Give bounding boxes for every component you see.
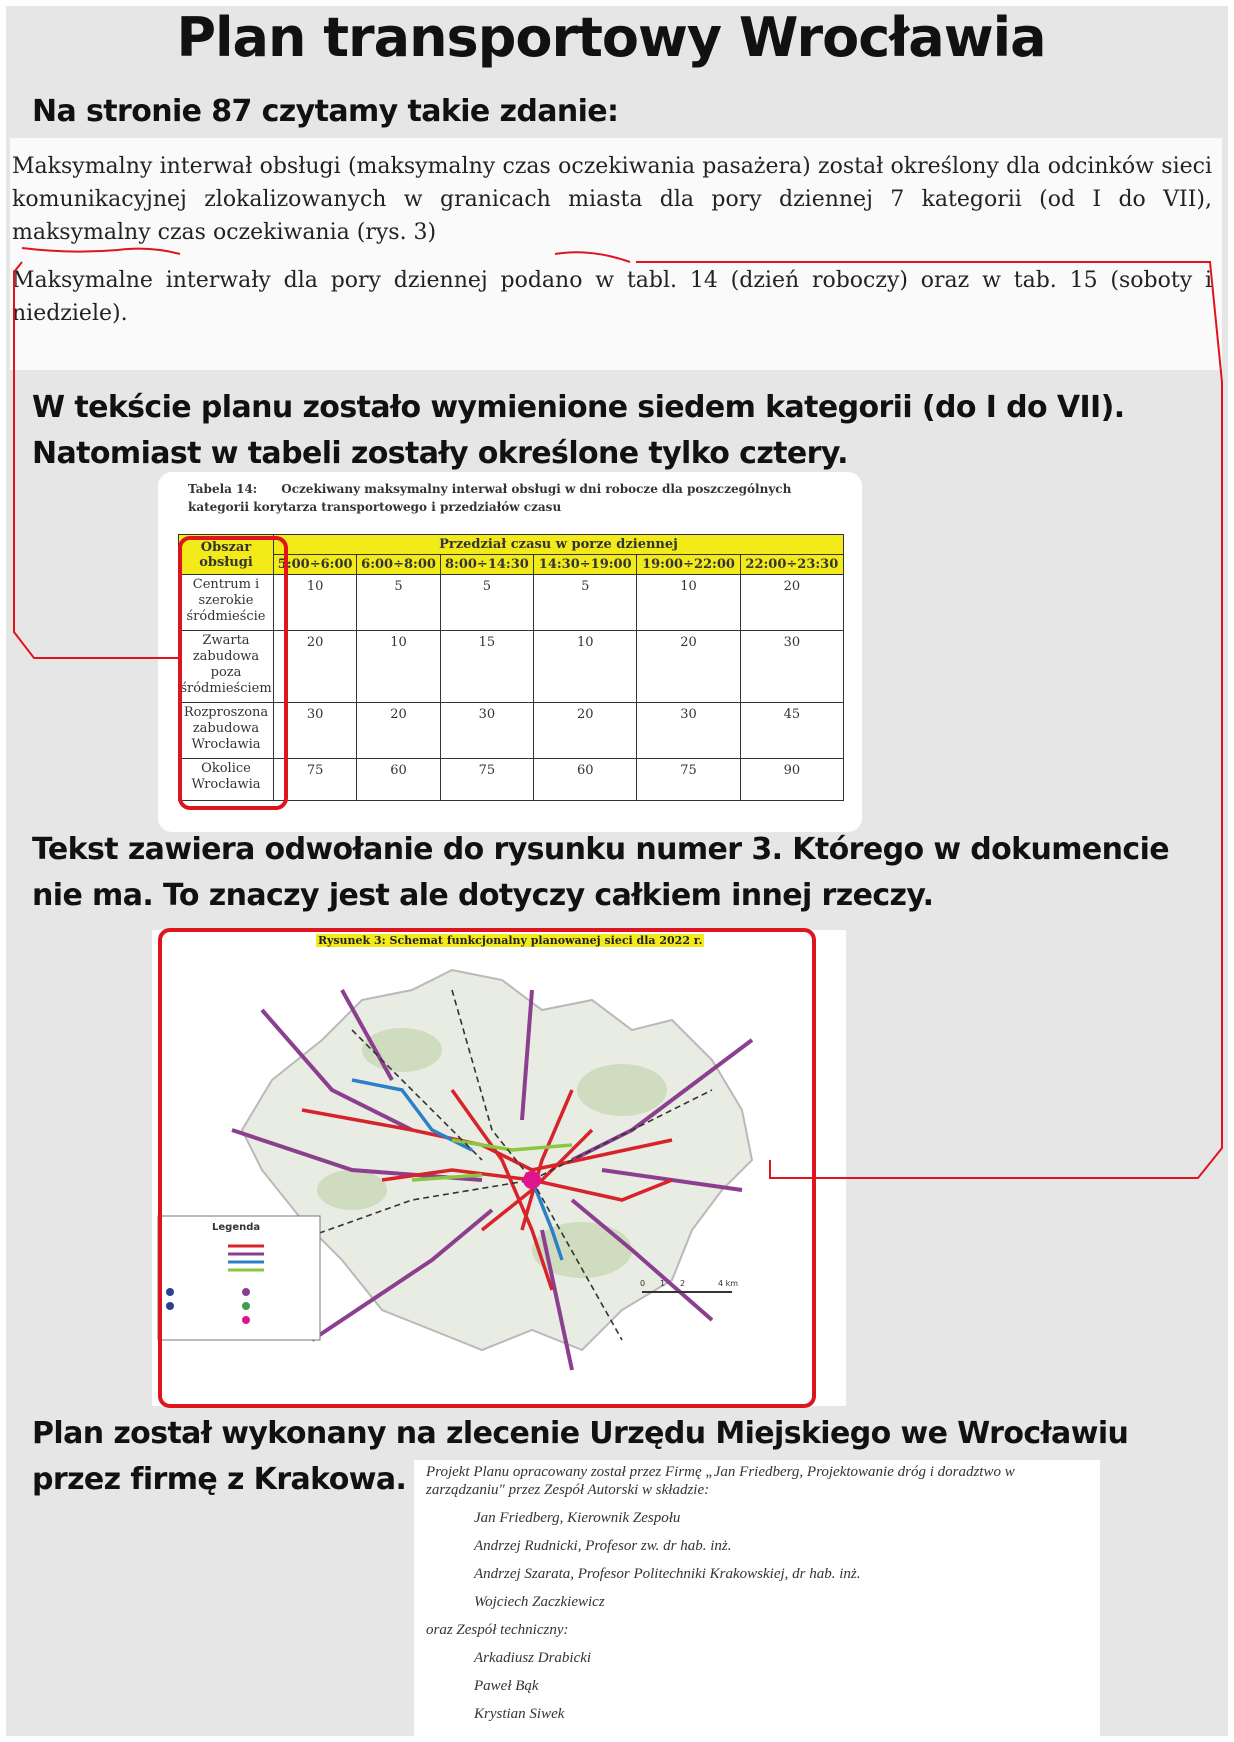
author-name: Jan Friedberg, Kierownik Zespołu xyxy=(474,1510,681,1526)
author-name: Wojciech Zaczkiewicz xyxy=(474,1594,605,1610)
area-cell: Zwarta zabudowa poza śródmieściem xyxy=(179,631,274,703)
categories-heading-line-2: Natomiast w tabeli zostały określone tylko cztery. xyxy=(32,436,848,471)
area-cell: Rozproszona zabudowa Wrocławia xyxy=(179,703,274,759)
value-cell: 10 xyxy=(274,575,357,631)
table-caption xyxy=(188,480,848,516)
page-title: Plan transportowy Wrocławia xyxy=(176,6,1046,69)
credits-intro-line-2: zarządzaniu" przez Zespół Autorski w składzie: xyxy=(426,1482,710,1498)
figure-highlight xyxy=(158,928,816,1408)
value-cell: 75 xyxy=(274,759,357,801)
scale-label: 2 xyxy=(680,1279,686,1288)
team-member-name: Krystian Siwek xyxy=(474,1706,565,1722)
technical-team-label: oraz Zespół techniczny: xyxy=(426,1622,569,1638)
author-heading-line-2: przez firmę z Krakowa. xyxy=(32,1462,407,1497)
value-cell: 5 xyxy=(534,575,637,631)
value-cell: 60 xyxy=(357,759,440,801)
area-cell: Okolice Wrocławia xyxy=(179,759,274,801)
value-cell: 20 xyxy=(357,703,440,759)
column-header: 14:30÷19:00 xyxy=(534,555,637,575)
legend-title: Legenda xyxy=(212,1222,261,1233)
column-header: 6:00÷8:00 xyxy=(357,555,440,575)
value-cell: 20 xyxy=(740,575,843,631)
value-cell: 10 xyxy=(637,575,740,631)
value-cell: 75 xyxy=(637,759,740,801)
scale-label: 0 xyxy=(640,1279,646,1288)
categories-heading-line-1: W tekście planu zostało wymienione siedem kategorii (do I do VII). xyxy=(32,390,1125,425)
scale-label: 1 xyxy=(660,1279,666,1288)
credits-excerpt xyxy=(414,1460,1100,1736)
value-cell: 20 xyxy=(534,703,637,759)
value-cell: 30 xyxy=(740,631,843,703)
table-label: Tabela 14: xyxy=(188,482,258,496)
area-column-highlight xyxy=(178,536,288,810)
team-member-name: Arkadiusz Drabicki xyxy=(474,1650,592,1666)
time-range-header: Przedział czasu w porze dziennej xyxy=(274,535,844,555)
scale-label: 4 km xyxy=(718,1279,739,1288)
intro-heading: Na stronie 87 czytamy takie zdanie: xyxy=(32,94,619,129)
value-cell: 20 xyxy=(274,631,357,703)
area-header: Obszar obsługi xyxy=(179,535,274,575)
quote-paragraph-1: Maksymalny interwał obsługi (maksymalny czas oczekiwania pasażera) został określony dla odcinków sieci komunikacyjnej zlokalizowanych w granicach miasta dla pory dziennej 7 kategorii (od I do VII), maksymalny czas oczekiwania (rys. 3) xyxy=(12,154,1212,245)
value-cell: 5 xyxy=(357,575,440,631)
value-cell: 60 xyxy=(534,759,637,801)
column-header: 8:00÷14:30 xyxy=(440,555,533,575)
value-cell: 45 xyxy=(740,703,843,759)
column-header: 5:00÷6:00 xyxy=(274,555,357,575)
value-cell: 20 xyxy=(637,631,740,703)
value-cell: 15 xyxy=(440,631,533,703)
value-cell: 75 xyxy=(440,759,533,801)
figure-heading-line-1: Tekst zawiera odwołanie do rysunku numer 3. Którego w dokumencie xyxy=(32,832,1170,867)
column-header: 19:00÷22:00 xyxy=(637,555,740,575)
value-cell: 90 xyxy=(740,759,843,801)
value-cell: 30 xyxy=(274,703,357,759)
team-member-name: Paweł Bąk xyxy=(474,1678,539,1694)
quote-paragraph-2: Maksymalne interwały dla pory dziennej podano w tabl. 14 (dzień roboczy) oraz w tab. 15 (soboty i niedziele). xyxy=(12,268,1212,326)
author-heading-line-1: Plan został wykonany na zlecenie Urzędu Miejskiego we Wrocławiu xyxy=(32,1416,1129,1451)
value-cell: 10 xyxy=(357,631,440,703)
value-cell: 10 xyxy=(534,631,637,703)
table-caption-text: Oczekiwany maksymalny interwał obsługi w dni robocze dla poszczególnych kategorii korytarza transportowego i przedziałów czasu xyxy=(188,482,792,514)
value-cell: 30 xyxy=(637,703,740,759)
area-cell: Centrum i szerokie śródmieście xyxy=(179,575,274,631)
credits-intro-line-1: Projekt Planu opracowany został przez Firmę „Jan Friedberg, Projektowanie dróg i doradztwo w xyxy=(426,1464,1015,1480)
column-header: 22:00÷23:30 xyxy=(740,555,843,575)
figure-heading-line-2: nie ma. To znaczy jest ale dotyczy całkiem innej rzeczy. xyxy=(32,878,934,913)
author-name: Andrzej Rudnicki, Profesor zw. dr hab. inż. xyxy=(474,1538,732,1554)
value-cell: 30 xyxy=(440,703,533,759)
author-name: Andrzej Szarata, Profesor Politechniki Krakowskiej, dr hab. inż. xyxy=(474,1566,861,1582)
figure-caption: Rysunek 3: Schemat funkcjonalny planowanej sieci dla 2022 r. xyxy=(318,934,703,947)
value-cell: 5 xyxy=(440,575,533,631)
